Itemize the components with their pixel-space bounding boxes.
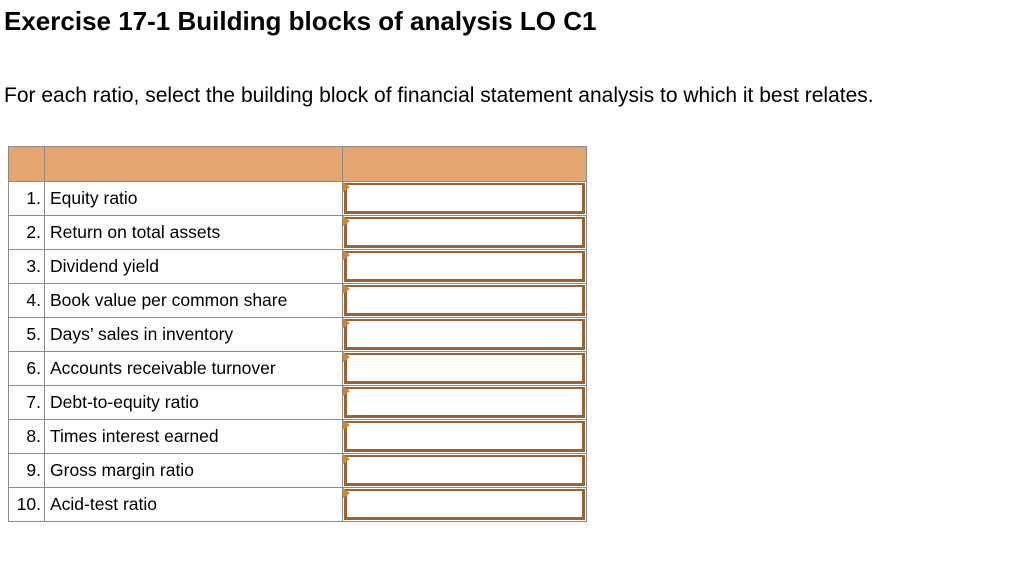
ratio-name: Return on total assets bbox=[45, 216, 343, 250]
building-block-dropdown[interactable] bbox=[344, 421, 585, 452]
row-number: 7. bbox=[9, 386, 45, 420]
ratio-name: Debt-to-equity ratio bbox=[45, 386, 343, 420]
row-number: 6. bbox=[9, 352, 45, 386]
row-number: 5. bbox=[9, 318, 45, 352]
answer-cell bbox=[343, 182, 587, 216]
ratio-name: Acid-test ratio bbox=[45, 488, 343, 522]
building-block-dropdown[interactable] bbox=[344, 183, 585, 214]
table-row bbox=[9, 250, 587, 284]
building-block-dropdown[interactable] bbox=[344, 489, 585, 520]
building-block-dropdown[interactable] bbox=[344, 217, 585, 248]
header-building-block-cell bbox=[343, 147, 587, 182]
answer-cell bbox=[343, 352, 587, 386]
row-number: 2. bbox=[9, 216, 45, 250]
table-row bbox=[9, 454, 587, 488]
triangle-right-icon bbox=[343, 454, 350, 464]
row-number: 10. bbox=[9, 488, 45, 522]
ratio-classification-table bbox=[8, 146, 587, 522]
building-block-dropdown[interactable] bbox=[344, 251, 585, 282]
row-number: 3. bbox=[9, 250, 45, 284]
answer-cell bbox=[343, 420, 587, 454]
header-ratio-cell bbox=[45, 147, 343, 182]
table-header-row bbox=[9, 147, 587, 182]
building-block-dropdown[interactable] bbox=[344, 387, 585, 418]
table-row bbox=[9, 284, 587, 318]
exercise-title: Exercise 17-1 Building blocks of analysis LO C1 bbox=[4, 6, 597, 36]
table-row bbox=[9, 318, 587, 352]
table-row bbox=[9, 420, 587, 454]
answer-cell bbox=[343, 216, 587, 250]
ratio-name: Days’ sales in inventory bbox=[45, 318, 343, 352]
row-number: 4. bbox=[9, 284, 45, 318]
table-row bbox=[9, 182, 587, 216]
table-row bbox=[9, 352, 587, 386]
ratio-name: Gross margin ratio bbox=[45, 454, 343, 488]
row-number: 1. bbox=[9, 182, 45, 216]
triangle-right-icon bbox=[343, 352, 350, 362]
building-block-dropdown[interactable] bbox=[344, 285, 585, 316]
building-block-dropdown[interactable] bbox=[344, 353, 585, 384]
answer-cell bbox=[343, 454, 587, 488]
triangle-right-icon bbox=[343, 420, 350, 430]
ratio-name: Times interest earned bbox=[45, 420, 343, 454]
triangle-right-icon bbox=[343, 182, 350, 192]
triangle-right-icon bbox=[343, 488, 350, 498]
ratio-name: Equity ratio bbox=[45, 182, 343, 216]
row-number: 8. bbox=[9, 420, 45, 454]
table-body bbox=[9, 182, 587, 522]
answer-cell bbox=[343, 318, 587, 352]
instructions-text: For each ratio, select the building block of financial statement analysis to which it best relates. bbox=[4, 84, 874, 107]
answer-cell bbox=[343, 250, 587, 284]
triangle-right-icon bbox=[343, 318, 350, 328]
table-row bbox=[9, 216, 587, 250]
table-row bbox=[9, 386, 587, 420]
answer-cell bbox=[343, 284, 587, 318]
header-number-cell bbox=[9, 147, 45, 182]
ratio-name: Book value per common share bbox=[45, 284, 343, 318]
table-row bbox=[9, 488, 587, 522]
ratio-name: Dividend yield bbox=[45, 250, 343, 284]
triangle-right-icon bbox=[343, 284, 350, 294]
triangle-right-icon bbox=[343, 216, 350, 226]
answer-cell bbox=[343, 488, 587, 522]
triangle-right-icon bbox=[343, 386, 350, 396]
building-block-dropdown[interactable] bbox=[344, 319, 585, 350]
building-block-dropdown[interactable] bbox=[344, 455, 585, 486]
answer-cell bbox=[343, 386, 587, 420]
triangle-right-icon bbox=[343, 250, 350, 260]
ratio-name: Accounts receivable turnover bbox=[45, 352, 343, 386]
row-number: 9. bbox=[9, 454, 45, 488]
